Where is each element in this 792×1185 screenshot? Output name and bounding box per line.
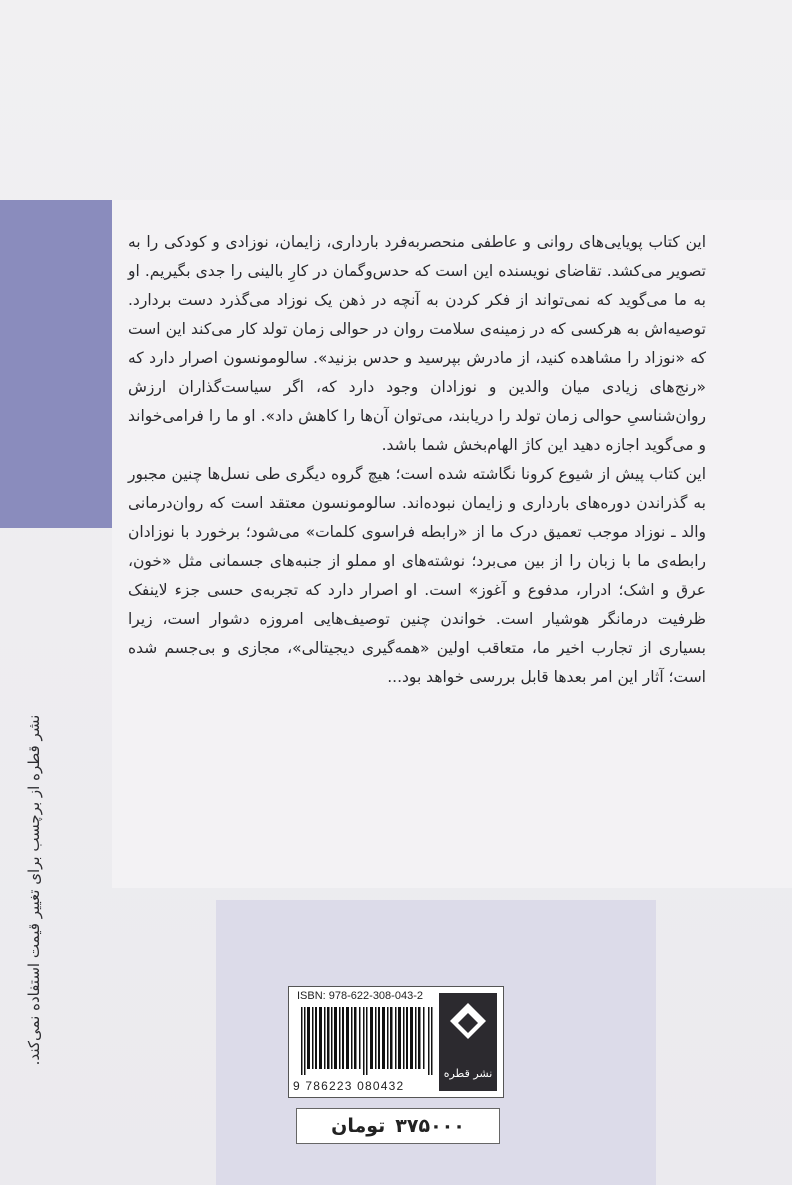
description-paragraph-2: این کتاب پیش از شیوع کرونا نگاشته شده است؛ هیچ گروه دیگری طی نسل‌ها چنین مجبور به گذراندن دوره‌های بارداری و زایمان نبوده‌اند. سالومونسون معتقد است که روان‌درمانی والد ـ نوزاد موجب تعمیق درک ما از «رابطه فراسوی کلمات» می‌شود؛ برخورد با نوزادان رابطه‌ی ما با زبان را از بین می‌برد؛ نوشته‌های او مملو از جنبه‌های جسمانی مثل «خون، عرق و اشک؛ ادرار، مدفوع و آغوز» است. او اصرار دارد که تجربه‌ی حسی جزء لاینفک ظرفیت درمانگر هوشیار است. خواندن چنین توصیف‌هایی امروزه دشوار است، زیرا بسیاری از تجارب اخیر ما، متعاقب اولین «همه‌گیری دیجیتالی»، مجازی و بی‌جسم شده است؛ آثار این امر بعدها قابل بررسی خواهد بود... (128, 465, 706, 686)
barcode-box (288, 986, 504, 1098)
publisher-logo (439, 993, 497, 1091)
publisher-logo-text: نشر قطره (443, 1067, 493, 1080)
droplet-icon (446, 1001, 490, 1061)
book-description (128, 228, 706, 692)
barcode-digits: 9 786223 080432 (293, 1079, 405, 1093)
price-currency: تومان (331, 1115, 386, 1137)
price-amount: ۳۷۵۰۰۰ (395, 1115, 465, 1137)
barcode-icon (301, 1007, 435, 1075)
isbn-label: ISBN: 978-622-308-043-2 (297, 990, 423, 1002)
price-tag (296, 1108, 500, 1144)
description-paragraph-1: این کتاب پویایی‌های روانی و عاطفی منحصربه‌فرد بارداری، زایمان، نوزادی و کودکی را به تصویر می‌کشد. تقاضای نویسنده این است که حدس‌وگمان در کارِ بالینی را جدی بگیریم. او به ما می‌گوید که نمی‌تواند از فکر کردن به آنچه در ذهن یک نوزاد می‌گذرد دست بردارد. توصیه‌اش به هرکسی که در زمینه‌ی سلامت روان در حوالی زمان تولد کار می‌کند این است که «نوزاد را مشاهده کنید، از مادرش بپرسید و حدس بزنید». سالومونسون اصرار دارد که «رنج‌های زیادی میان والدین و نوزادان وجود دارد که، اگر سیاست‌گذاران ارزش روان‌شناسیِ حوالی زمان تولد را دریابند، می‌توان آن‌ها را کاهش داد». او ما را فرامی‌خواند و می‌گوید اجازه دهید این کاژ الهام‌بخش شما باشد. (128, 233, 706, 454)
price-sticker-note: نشر قطره از برچسب برای تغییر قیمت استفاده نمی‌کند. (25, 714, 43, 1066)
